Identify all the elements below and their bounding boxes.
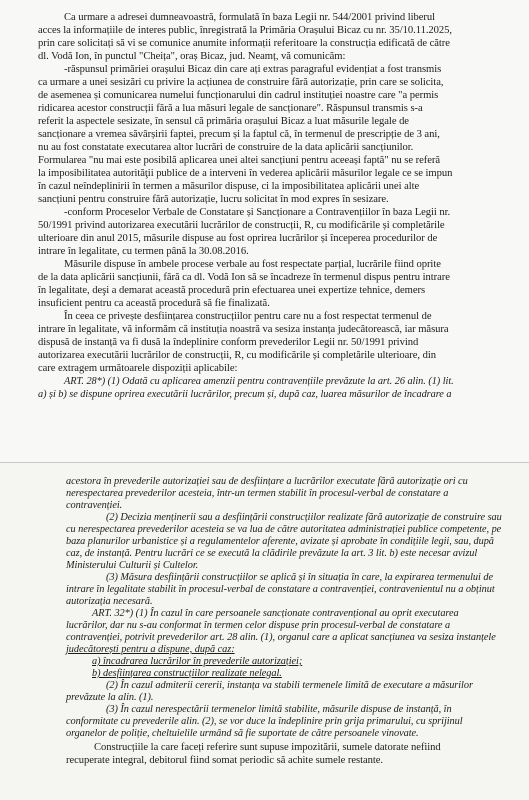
text-line: În ceea ce privește desființarea construcțiilor pentru care nu a fost respectat termenul de: [64, 311, 432, 322]
quoted-law-line: (3) Măsura desființării construcțiilor se aplică și în situația în care, la expirarea termenului de: [106, 572, 493, 583]
quoted-law-line: judecătorești pentru a dispune, după caz:: [66, 644, 235, 655]
text-line: prin care solicitați să vi se comunice anumite informații referitoare la construcția edificată de către: [38, 38, 450, 49]
quoted-law-line: Ministerului Culturii și Cultelor.: [66, 560, 199, 571]
text-line: intrare în legalitate, vă informăm că instituția noastră va sesiza instanța judecătorească, iar măsura: [38, 324, 449, 335]
quoted-law-line: (3) În cazul nerespectării termenelor limită stabilite, măsurile dispuse de instanță, în: [106, 704, 452, 715]
text-line: de la data aplicării sancțiunii, fără ca dl. Vodă Ion să se încadreze în termenul dispus pentru intrare: [38, 272, 450, 283]
text-line: referit la aspectele sesizate, în sensul că primăria orașului Bicaz a luat măsurile legale de: [38, 116, 409, 127]
text-line: ulterioare din anul 2015, măsurile dispuse au fost oprirea lucrărilor și începerea procedurilor de: [38, 233, 438, 244]
text-line: de asemenea și comunicarea numelui funcționarului din cadrul instituției noastre care "a permis: [38, 90, 439, 101]
quoted-law-line: autorizația necesară.: [66, 596, 153, 607]
quoted-law-line: contravenției.: [66, 500, 123, 511]
quoted-law-line: lucrărilor, dar nu s-au conformat în termen celor dispuse prin procesul-verbal de constatare a: [66, 620, 451, 631]
quoted-law-line: intrare în legalitate stabilit în procesul-verbal de constatare a contravenției, contravenientul nu a obținut: [66, 584, 495, 595]
quoted-law-line: ART. 28*) (1) Odată cu aplicarea amenzii pentru contravențiile prevăzute la art. 26 alin. (1) lit.: [64, 376, 454, 387]
text-line: insuficient pentru ca această procedură să fie finalizată.: [38, 298, 270, 309]
quoted-law-line: (2) În cazul admiterii cererii, instanța va stabili termenele limită de executare a măsurilor: [106, 680, 473, 691]
quoted-law-line: baza planurilor urbanistice și a regulamentelor aferente, avizate și aprobate în condițiile legii, sau, după: [66, 536, 494, 547]
scan-seam: [0, 462, 529, 463]
text-line: în cazul neîndeplinirii în termen a măsurilor dispuse, ci la imposibilitatea aplicării unei alte: [38, 181, 420, 192]
text-line: sancțiuni pentru construire fără autorizație, lucru solicitat în mod expres în sesizare.: [38, 194, 389, 205]
text-line: în legalitate, deşi a demarat această procedură prin efectuarea unei expertize tehnice, demers: [38, 285, 426, 296]
quoted-law-line: prevăzute la alin. (1).: [66, 692, 154, 703]
quoted-law-line: (2) Decizia menținerii sau a desființării construcțiilor realizate fără autorizație de construire sau: [106, 512, 502, 523]
text-line: recuperate integral, debitorul fiind somat periodic să achite sumele restante.: [66, 755, 384, 766]
text-line: acces la informațiile de interes public, înregistrată la Primăria Orașului Bicaz cu nr. 35/10.11.2025,: [38, 25, 453, 36]
text-line: dispusă de instanță va fi dusă la îndeplinire conform prevederilor Legii nr. 50/1991 privind: [38, 337, 419, 348]
text-line: sancționare a vremea săvârșirii faptei, precum și la faptul că, în termenul de prescripție de 3 ani,: [38, 129, 440, 140]
text-line: -conform Proceselor Verbale de Constatare și Sancționare a Contravențiilor în baza Legii nr.: [64, 207, 451, 218]
quoted-law-line: cu nerespectarea prevederilor acesteia se va lua de către autoritatea administrației publice competente, pe: [66, 524, 502, 535]
quoted-law-line: contravenției, potrivit prevederilor art. 28 alin. (1), organul care a aplicat sancțiunea va sesiza instanțele: [66, 632, 496, 643]
text-line: autorizarea executării lucrărilor de construcții, R, cu modificările și completările ulterioare, din: [38, 350, 436, 361]
text-line: la imposibilitatea autorităţii publice de a interveni în vederea aplicării măsurilor legale ce se impun: [38, 168, 453, 179]
text-line: ca urmare a unei sesizări cu privire la acțiunea de construire fără autorizație, prin care se solicita,: [38, 77, 444, 88]
text-line: -răspunsul primăriei orașului Bicaz din care ați extras paragraful evidențiat a fost transmis: [64, 64, 442, 75]
quoted-law-line: a) încadrarea lucrărilor în prevederile autorizației;: [92, 656, 303, 667]
quoted-law-line: b) desființarea construcțiilor realizate nelegal.: [92, 668, 282, 679]
text-line: intrare în legalitate, cu termen până la 30.08.2016.: [38, 246, 249, 257]
text-line: 50/1991 privind autorizarea executării lucrărilor de construcții, R, cu modificările și completările: [38, 220, 445, 231]
quoted-law-line: ART. 32*) (1) În cazul în care persoanele sancționate contravențional au oprit executarea: [92, 608, 459, 619]
quoted-law-line: acestora în prevederile autorizației sau de desființare a lucrărilor executate fără autorizație ori cu: [66, 476, 468, 487]
quoted-law-line: nerespectarea prevederilor acesteia, într-un termen stabilit în procesul-verbal de constatare a: [66, 488, 449, 499]
text-line: Măsurile dispuse în ambele procese verbale au fost respectate parțial, lucrările fiind oprite: [64, 259, 441, 270]
text-line: dl. Vodă Ion, în punctul "Cheița", oraș Bicaz, jud. Neamț, vă comunicăm:: [38, 51, 346, 62]
text-line: nu au fost constatate executarea altor lucrări de construire de la data aplicării sancțiunilor.: [38, 142, 414, 153]
text-line: care extragem următoarele dispoziții aplicabile:: [38, 363, 238, 374]
text-line: Ca urmare a adresei dumneavoastră, formulată în baza Legii nr. 544/2001 privind liberul: [64, 12, 436, 23]
text-line: Construcțiile la care faceți referire sunt supuse impozitării, sumele datorate nefiind: [94, 742, 441, 753]
quoted-law-line: a) și b) se dispune oprirea executării lucrărilor, precum și, după caz, luarea măsurilor de încadrare a: [38, 389, 452, 400]
text-line: Formularea "nu mai este posibilă aplicarea unei altei sancțiuni pentru aceeași faptă" nu se referă: [38, 155, 441, 166]
quoted-law-line: conformitate cu prevederile alin. (2), se vor duce la îndeplinire prin grija primarului, cu sprijinul: [66, 716, 463, 727]
quoted-law-line: caz, de instanță. Pentru lucrări ce se execută la clădirile prevăzute la art. 3 lit. b) este necesar avizul: [66, 548, 478, 559]
quoted-law-line: organelor de poliție, cheltuielile urmând să fie suportate de către persoanele vinovate.: [66, 728, 419, 739]
text-line: ridicarea acestor construcții fără a lua măsuri legale de sancționare". Răspunsul transmis s-a: [38, 103, 423, 114]
